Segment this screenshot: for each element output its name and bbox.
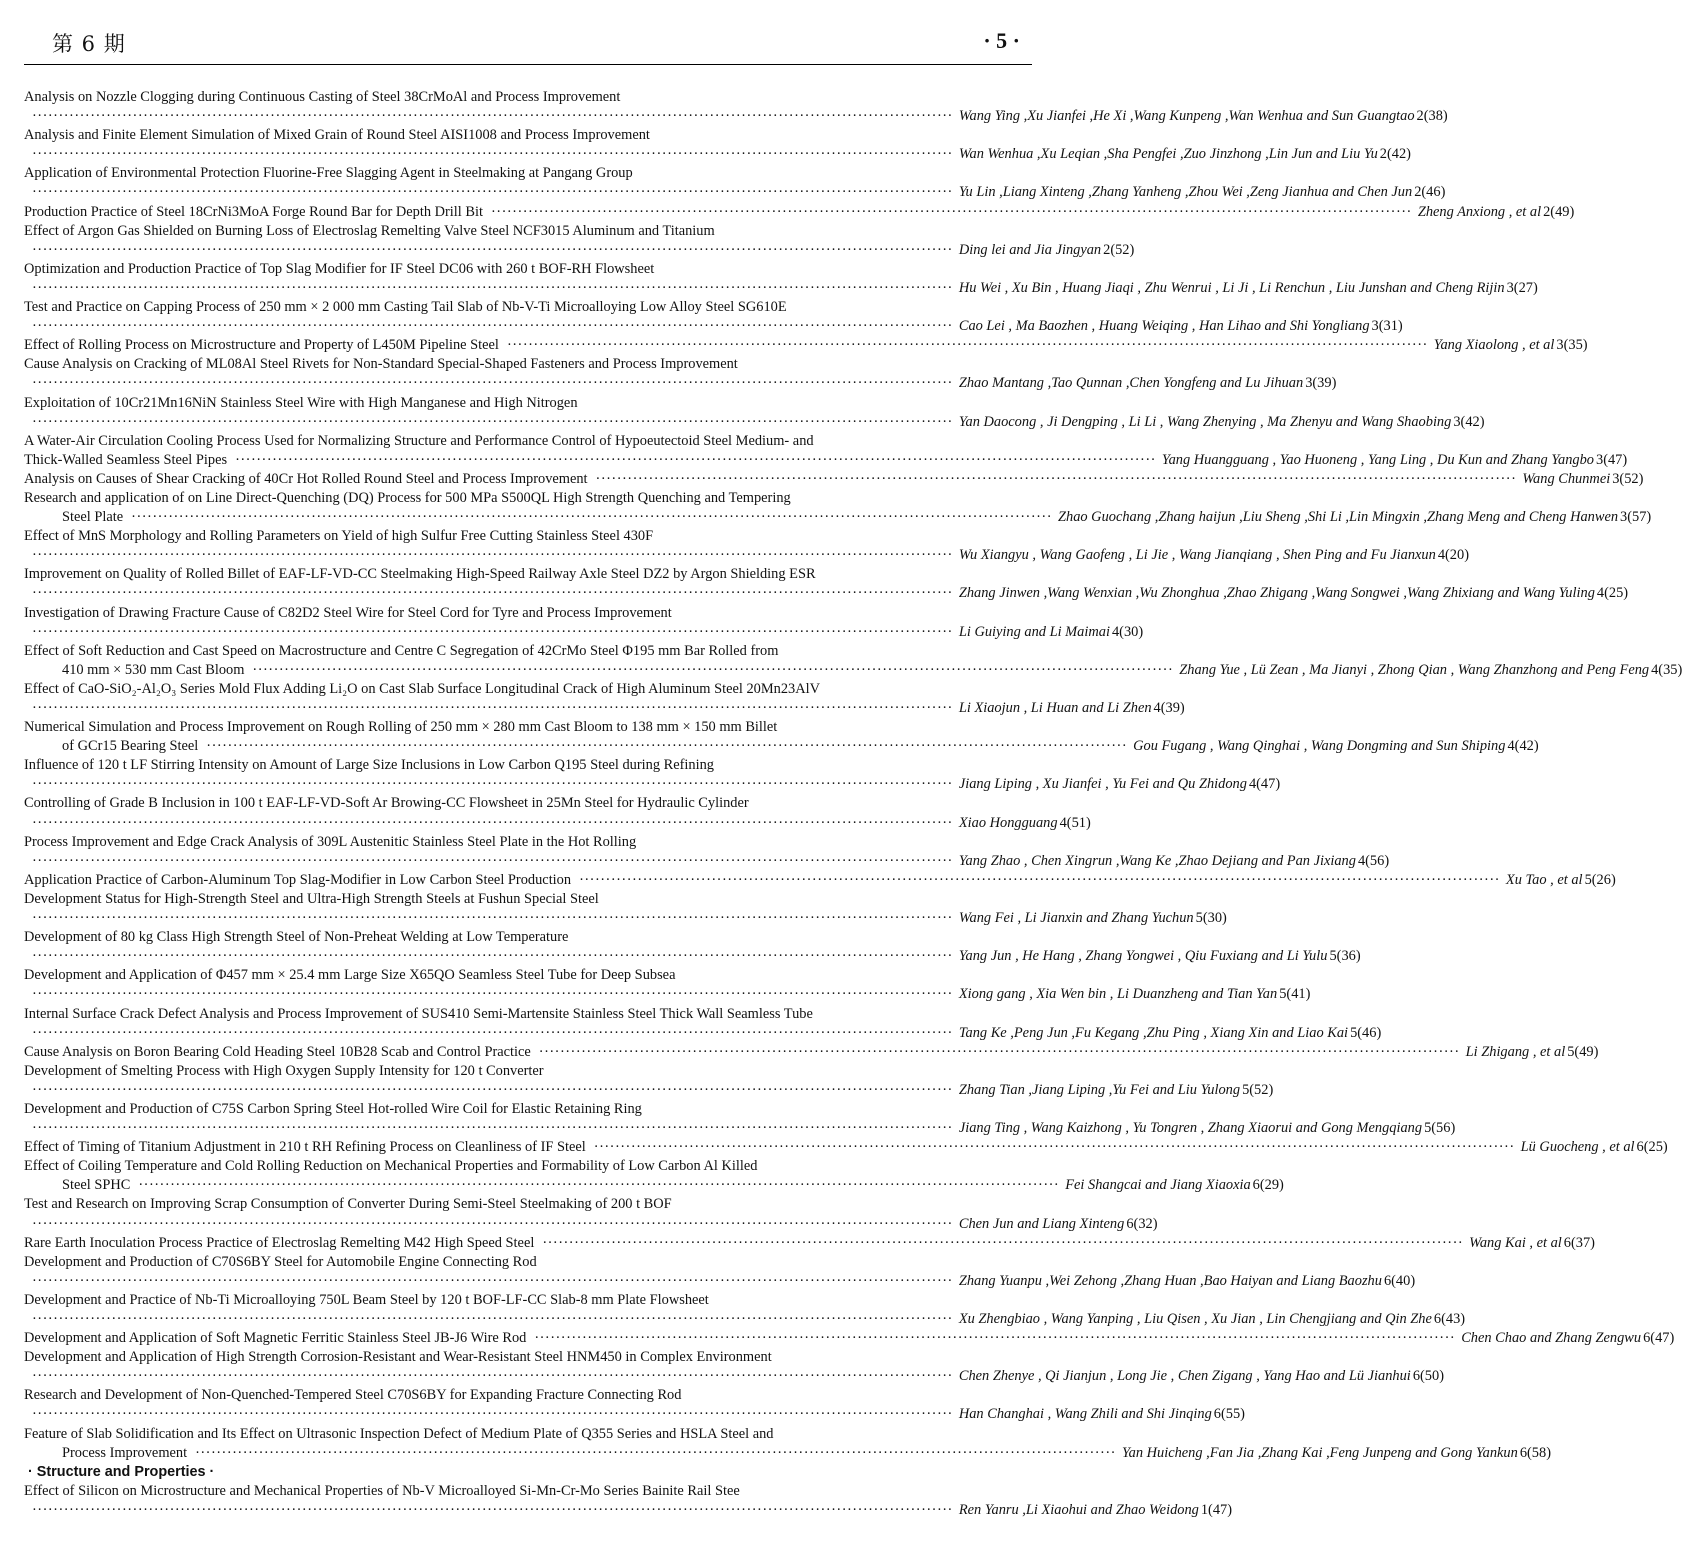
entry-issue-page: 3(39) [1305,375,1337,392]
entry-22 [24,871,1616,890]
entry-issue-page: 5(52) [1242,1081,1274,1098]
entry-issue-page: 5(56) [1424,1120,1456,1137]
entry-issue-page: 6(40) [1383,1272,1416,1289]
entry-authors: Zhang Tian ,Jiang Liping ,Yu Fei and Liu Yulong [958,1081,1241,1098]
dot-leader: ·············································································································································································· [32,1081,953,1098]
entry-authors: Wan Wenhua ,Xu Leqian ,Sha Pengfei ,Zuo Jinzhong ,Lin Jun and Liu Yu [958,146,1378,163]
entry-title: Effect of CaO-SiO₂-Al₂O₃ Series Mold Flux Adding Li₂O on Cast Slab Surface Longitudinal Crack of High Aluminum Steel 20Mn23AlV [24,680,821,697]
dot-leader: ·············································································································································································· [32,700,953,716]
entry-authors: Zhang Yuanpu ,Wei Zehong ,Zhang Huan ,Bao Haiyan and Liang Baozhu [958,1272,1382,1289]
issue-label: 第 6 期 [52,32,126,56]
entry-title-continued: Thick-Walled Seamless Steel Pipes [24,451,228,468]
entry-authors: Gou Fugang , Wang Qinghai , Wang Dongming and Sun Shiping [1133,738,1506,755]
entry-issue-page: 4(47) [1248,776,1281,793]
entry-authors: Yang Jun , He Hang , Zhang Yongwei , Qiu Fuxiang and Li Yulu [958,948,1328,965]
entry-authors: Yu Lin ,Liang Xinteng ,Zhang Yanheng ,Zhou Wei ,Zeng Jianhua and Chen Jun [958,184,1413,201]
entry-18 [24,718,1539,756]
entry-authors: Yan Huicheng ,Fan Jia ,Zhang Kai ,Feng Junpeng and Gong Yankun [1121,1444,1518,1461]
entry-issue-page: 5(30) [1195,910,1227,927]
entry-title: Development of Smelting Process with High Oxygen Supply Intensity for 120 t Converter [24,1062,544,1079]
entry-authors: Ding lei and Jia Jingyan [958,241,1102,258]
entry-title: Optimization and Production Practice of Top Slag Modifier for IF Steel DC06 with 260 t BOF-RH Flowsheet [24,260,655,277]
entry-32 [24,1195,1158,1233]
entry-line [24,413,1485,432]
dot-leader: ·············································································································································································· [32,108,953,125]
dot-leader: ·············································································································································································· [32,1368,953,1385]
entry-issue-page: 4(25) [1596,585,1629,602]
entry-line [24,1444,1551,1463]
dot-leader: ·············································································································································································· [32,1406,953,1423]
dot-leader: ·············································································································································································· [32,547,953,564]
entry-line [24,1234,1595,1253]
entry-title: Exploitation of 10Cr21Mn16NiN Stainless Steel Wire with High Manganese and High Nitrogen [24,394,578,411]
entry-title: Test and Research on Improving Scrap Consumption of Converter During Semi-Steel Steelmaking of 200 t BOF [24,1196,672,1213]
entry-line [24,1043,1599,1062]
entry-line [24,699,1185,718]
dot-leader: ·············································································································································································· [32,1215,953,1232]
entry-line [24,814,1091,833]
entry-7 [24,336,1588,355]
entry-16 [24,642,1682,680]
entry-title: Process Improvement and Edge Crack Analysis of 309L Austenitic Stainless Steel Plate in the Hot Rolling [24,833,637,850]
entry-authors: Wu Xiangyu , Wang Gaofeng , Li Jie , Wang Jianqiang , Shen Ping and Fu Jianxun [958,547,1436,564]
entry-authors: Tang Ke ,Peng Jun ,Fu Kegang ,Zhu Ping , Xiang Xin and Liao Kai [958,1024,1349,1041]
entry-21 [24,833,1390,871]
entry-issue-page: 4(35) [1651,661,1682,678]
dot-leader: ·············································································································································································· [32,585,953,602]
entry-line [24,241,1135,260]
entry-6 [24,298,1403,336]
contents-list [24,88,1682,1520]
entry-title: Effect of Coiling Temperature and Cold Rolling Reduction on Mechanical Properties and Formability of Low Carbon Al Killed [24,1158,758,1175]
dot-leader: ·············································································································································································· [32,241,953,258]
entry-12 [24,489,1652,527]
entry-line [24,183,1446,202]
entry-issue-page: 1(47) [1200,1501,1233,1518]
entry-line [24,1119,1456,1138]
entry-line [24,1367,1444,1386]
entry-authors: Jiang Ting , Wang Kaizhong , Yu Tongren , Zhang Xiaorui and Gong Mengqiang [958,1120,1423,1137]
entry-title: Improvement on Quality of Rolled Billet of EAF-LF-VD-CC Steelmaking High-Speed Railway Axle Steel DZ2 by Argon Shielding ESR [24,566,816,583]
entry-authors: Yang Huangguang , Yao Huoneng , Yang Ling , Du Kun and Zhang Yangbo [1161,451,1594,468]
entry-38 [24,1386,1245,1424]
entry-line [24,909,1227,928]
entry-2 [24,164,1446,202]
entry-line [24,317,1403,336]
entry-issue-page: 4(20) [1437,547,1469,564]
entry-line [24,661,1682,680]
entry-line [24,985,1311,1004]
entry-title: Effect of Argon Gas Shielded on Burning Loss of Electroslag Remelting Valve Steel NCF3015 Aluminum and Titanium [24,222,715,239]
entry-title: Test and Practice on Capping Process of 250 mm × 2 000 mm Casting Tail Slab of Nb-V-Ti Microalloying Low Alloy Steel SG610E [24,299,787,316]
dot-leader: ·············································································································································································· [252,661,1174,678]
entry-line [24,1138,1668,1157]
entry-title: A Water-Air Circulation Cooling Process Used for Normalizing Structure and Performance Control of Hypoeutectoid Steel Medium- and [24,432,814,449]
entry-issue-page: 3(47) [1596,451,1628,468]
entry-title-continued: Steel SPHC [62,1177,131,1194]
entry-title: Effect of Silicon on Microstructure and Mechanical Properties of Nb-V Microalloyed Si-Mn-Cr-Mo Series Bainite Rail Stee [24,1482,740,1499]
entry-title-continued: of GCr15 Bearing Steel [62,738,199,755]
dot-leader: ·············································································································································································· [138,1177,1060,1194]
entry-31 [24,1157,1284,1195]
entry-28 [24,1062,1274,1100]
dot-leader: ·············································································································································································· [32,986,953,1003]
dot-leader: ·············································································································································································· [32,1272,953,1289]
dot-leader: ·············································································································································································· [32,279,953,296]
entry-issue-page: 6(25) [1636,1139,1668,1156]
entry-issue-page: 6(58) [1519,1444,1551,1461]
entry-title: Cause Analysis on Cracking of ML08Al Steel Rivets for Non-Standard Special-Shaped Fasteners and Process Improvement [24,356,738,373]
entry-issue-page: 6(37) [1563,1234,1595,1251]
page-number: · 5 · [983,28,1020,53]
entry-13 [24,527,1469,565]
entry-title: Cause Analysis on Boron Bearing Cold Heading Steel 10B28 Scab and Control Practice [24,1043,531,1060]
entry-issue-page: 3(42) [1453,413,1485,430]
entry-issue-page: 3(27) [1506,279,1538,296]
dot-leader: ·············································································································································································· [595,470,1517,487]
entry-title: Application of Environmental Protection Fluorine-Free Slagging Agent in Steelmaking at Pangang Group [24,165,633,182]
entry-line [24,145,1411,164]
entry-issue-page: 2(46) [1414,184,1446,201]
entry-title-continued: 410 mm × 530 mm Cast Bloom [62,661,245,678]
entry-title: Research and application of on Line Direct-Quenching (DQ) Process for 500 MPa S500QL High Strength Quenching and Tempering [24,489,791,506]
entry-line [24,775,1281,794]
entry-title: Analysis on Nozzle Clogging during Continuous Casting of Steel 38CrMoAl and Process Improvement [24,89,621,105]
dot-leader: ·············································································································································································· [32,184,953,201]
entry-issue-page: 3(31) [1371,318,1403,335]
entry-line [24,1405,1245,1424]
entry-title: Development of 80 kg Class High Strength Steel of Non-Preheat Welding at Low Temperature [24,929,569,946]
entry-line [24,1081,1274,1100]
entry-issue-page: 6(29) [1252,1177,1284,1194]
dot-leader: ·············································································································································································· [32,1024,953,1041]
entry-title: Development and Application of Soft Magnetic Ferritic Stainless Steel JB-J6 Wire Rod [24,1330,527,1347]
entry-1 [24,126,1411,164]
entry-authors: Zheng Anxiong , et al [1417,203,1542,220]
entry-line [24,852,1390,871]
entry-title: Analysis and Finite Element Simulation of Mixed Grain of Round Steel AISI1008 and Process Improvement [24,127,650,144]
entry-34 [24,1253,1416,1291]
entry-title-continued: Steel Plate [62,509,124,526]
entry-issue-page: 4(30) [1111,623,1144,640]
entry-authors: Chen Zhenye , Qi Jianjun , Long Jie , Chen Zigang , Yang Hao and Lü Jianhui [958,1368,1411,1385]
entry-23 [24,890,1227,928]
entry-issue-page: 3(52) [1612,470,1644,487]
entry-authors: Zhao Guochang ,Zhang haijun ,Liu Sheng ,Shi Li ,Lin Mingxin ,Zhang Meng and Cheng Hanwen [1058,509,1619,526]
entry-title: Research and Development of Non-Quenched-Tempered Steel C70S6BY for Expanding Fracture Connecting Rod [24,1387,682,1404]
dot-leader: ·············································································································································································· [32,623,953,640]
entry-line [24,1272,1416,1291]
entry-39 [24,1425,1551,1463]
entry-8 [24,355,1337,393]
entry-authors: Wang Kai , et al [1469,1234,1562,1251]
entry-authors: Xiong gang , Xia Wen bin , Li Duanzheng and Tian Yan [958,986,1278,1003]
entry-authors: Ren Yanru ,Li Xiaohui and Zhao Weidong [958,1501,1199,1518]
entry-title: Application Practice of Carbon-Aluminum Top Slag-Modifier in Low Carbon Steel Production [24,871,572,888]
dot-leader: ·············································································································································································· [32,1501,953,1518]
entry-issue-page: 5(26) [1584,871,1616,888]
entry-title: Development Status for High-Strength Steel and Ultra-High Strength Steels at Fushun Special Steel [24,890,599,907]
entry-line [24,1310,1466,1329]
entry-authors: Wang Chunmei [1522,470,1611,487]
entry-title: Development and Production of C70S6BY Steel for Automobile Engine Connecting Rod [24,1253,537,1270]
entry-line [24,1329,1675,1348]
dot-leader: ·············································································································································································· [32,852,953,869]
dot-leader: ·············································································································································································· [538,1043,1460,1060]
entry-title: Controlling of Grade B Inclusion in 100 t EAF-LF-VD-Soft Ar Browing-CC Flowsheet in 25Mn Steel for Hydraulic Cylinder [24,795,749,812]
dot-leader: ·············································································································································································· [490,203,1412,220]
entry-line [24,279,1538,298]
entry-line [24,737,1539,756]
entry-authors: Yan Daocong , Ji Dengping , Li Li , Wang Zhenying , Ma Zhenyu and Wang Shaobing [958,413,1452,430]
entry-33 [24,1234,1595,1253]
entry-issue-page: 6(55) [1213,1406,1245,1423]
entry-title: Effect of Soft Reduction and Cast Speed on Macrostructure and Centre C Segregation of 42CrMo Steel Φ195 mm Bar Rolled from [24,642,779,659]
entry-issue-page: 2(52) [1103,241,1135,258]
entry-title: Feature of Slab Solidification and Its Effect on Ultrasonic Inspection Defect of Medium Plate of Q355 Series and HSLA Steel and [24,1425,774,1442]
entry-issue-page: 4(39) [1153,700,1185,716]
entry-14 [24,565,1629,603]
entry-issue-page: 5(49) [1567,1043,1599,1060]
entry-authors: Cao Lei , Ma Baozhen , Huang Weiqing , Han Lihao and Shi Yongliang [958,318,1370,335]
entry-title: Numerical Simulation and Process Improvement on Rough Rolling of 250 mm × 280 mm Cast Bloom to 138 mm × 150 mm Billet [24,719,778,736]
entry-5 [24,260,1538,298]
entry-line [24,947,1361,966]
entry-authors: Chen Chao and Zhang Zengwu [1461,1330,1642,1347]
entry-issue-page: 6(47) [1643,1330,1675,1347]
entry-authors: Hu Wei , Xu Bin , Huang Jiaqi , Zhu Wenrui , Li Ji , Li Renchun , Liu Junshan and Cheng Rijin [958,279,1505,296]
dot-leader: ·············································································································································································· [506,337,1428,354]
dot-leader: ·············································································································································································· [32,814,953,831]
entry-authors: Li Zhigang , et al [1465,1043,1566,1060]
dot-leader: ·············································································································································································· [32,146,953,163]
dot-leader: ·············································································································································································· [195,1444,1116,1461]
entry-20 [24,794,1091,832]
entry-9 [24,394,1485,432]
section-entry-0 [24,1482,1233,1520]
entry-issue-page: 6(43) [1433,1311,1466,1327]
entry-26 [24,1005,1382,1043]
entry-authors: Yang Xiaolong , et al [1433,337,1555,354]
dot-leader: ·············································································································································································· [32,1120,953,1137]
entry-authors: Han Changhai , Wang Zhili and Shi Jinqing [958,1406,1212,1423]
entry-0 [24,88,1448,126]
entry-15 [24,604,1144,642]
entry-issue-page: 3(57) [1620,509,1652,526]
entry-title: Development and Application of Φ457 mm × 25.4 mm Large Size X65QO Seamless Steel Tube for Deep Subsea [24,967,676,984]
entry-17 [24,680,1185,718]
entry-title: Development and Application of High Strength Corrosion-Resistant and Wear-Resistant Steel HNM450 in Complex Environment [24,1349,772,1366]
entry-authors: Wang Fei , Li Jianxin and Zhang Yuchun [958,910,1194,927]
entry-title: Rare Earth Inoculation Process Practice of Electroslag Remelting M42 High Speed Steel [24,1234,535,1251]
dot-leader: ·············································································································································································· [542,1234,1464,1251]
entry-authors: Lü Guocheng , et al [1520,1139,1635,1156]
entry-authors: Li Guiying and Li Maimai [958,623,1110,640]
entry-issue-page: 3(35) [1556,337,1588,354]
entry-issue-page: 5(46) [1350,1024,1382,1041]
entry-title: Production Practice of Steel 18CrNi3MoA Forge Round Bar for Depth Drill Bit [24,203,483,220]
dot-leader: ·············································································································································································· [32,910,953,927]
entry-title: Analysis on Causes of Shear Cracking of 40Cr Hot Rolled Round Steel and Process Improvement [24,470,588,487]
entry-line [24,546,1469,565]
entry-27 [24,1043,1599,1062]
entry-37 [24,1348,1444,1386]
entry-36 [24,1329,1675,1348]
entry-35 [24,1291,1466,1329]
entry-issue-page: 4(42) [1507,738,1539,755]
entry-issue-page: 2(38) [1416,108,1448,125]
entry-title-continued: Process Improvement [62,1444,188,1461]
entry-line [24,1215,1158,1234]
dot-leader: ·············································································································································································· [32,375,953,392]
entry-issue-page: 6(50) [1412,1368,1444,1385]
entry-25 [24,966,1311,1004]
entry-line [24,1176,1284,1195]
entry-line [24,1501,1233,1520]
dot-leader: ·············································································································································································· [32,948,953,965]
entry-title: Effect of Timing of Titanium Adjustment in 210 t RH Refining Process on Cleanliness of IF Steel [24,1139,586,1156]
entry-line [24,871,1616,890]
entry-19 [24,756,1281,794]
entry-issue-page: 4(51) [1059,814,1091,831]
entry-line [24,623,1144,642]
entry-title: Influence of 120 t LF Stirring Intensity on Amount of Large Size Inclusions in Low Carbon Q195 Steel during Refining [24,757,714,774]
dot-leader: ·············································································································································································· [534,1330,1456,1347]
entry-issue-page: 5(41) [1279,986,1311,1003]
entry-authors: Li Xiaojun , Li Huan and Li Zhen [958,700,1152,716]
entry-title: Internal Surface Crack Defect Analysis and Process Improvement of SUS410 Semi-Martensite Stainless Steel Thick Wall Seamless Tube [24,1005,813,1022]
dot-leader: ·············································································································································································· [131,509,1052,526]
entry-title: Investigation of Drawing Fracture Cause of C82D2 Steel Wire for Steel Cord for Tyre and Process Improvement [24,604,672,621]
entry-3 [24,203,1575,222]
dot-leader: ·············································································································································································· [32,413,953,430]
entry-authors: Zhang Yue , Lü Zean , Ma Jianyi , Zhong Qian , Wang Zhanzhong and Peng Feng [1179,661,1650,678]
entry-authors: Zhang Jinwen ,Wang Wenxian ,Wu Zhonghua ,Zhao Zhigang ,Wang Songwei ,Wang Zhixiang and Wang Yuling [958,585,1595,602]
entry-authors: Xiao Hongguang [958,814,1058,831]
dot-leader: ·············································································································································································· [32,776,953,793]
dot-leader: ·············································································································································································· [206,738,1128,755]
entry-30 [24,1138,1668,1157]
dot-leader: ·············································································································································································· [235,451,1156,468]
entry-authors: Yang Zhao , Chen Xingrun ,Wang Ke ,Zhao Dejiang and Pan Jixiang [958,852,1356,869]
entry-authors: Xu Tao , et al [1505,871,1583,888]
entry-4 [24,222,1135,260]
entry-24 [24,928,1361,966]
entry-issue-page: 5(36) [1329,948,1361,965]
entry-title: Development and Production of C75S Carbon Spring Steel Hot-rolled Wire Coil for Elastic Retaining Ring [24,1100,642,1117]
entry-authors: Zhao Mantang ,Tao Qunnan ,Chen Yongfeng and Lu Jihuan [958,375,1304,392]
entry-authors: Fei Shangcai and Jiang Xiaoxia [1065,1177,1251,1194]
dot-leader: ·············································································································································································· [579,871,1500,888]
entry-issue-page: 6(32) [1126,1215,1158,1232]
entry-line [24,107,1448,126]
section-heading: · Structure and Properties · [28,1463,215,1480]
entry-line [24,336,1588,355]
entry-authors: Chen Jun and Liang Xinteng [958,1215,1125,1232]
entry-issue-page: 2(42) [1379,146,1411,163]
dot-leader: ·············································································································································································· [32,1311,953,1327]
entry-issue-page: 4(56) [1357,852,1390,869]
entry-title: Effect of Rolling Process on Microstructure and Property of L450M Pipeline Steel [24,337,499,354]
entry-line [24,203,1575,222]
entry-line [24,1024,1382,1043]
entry-authors: Jiang Liping , Xu Jianfei , Yu Fei and Qu Zhidong [958,776,1247,793]
entry-10 [24,432,1628,470]
entry-issue-page: 2(49) [1543,203,1575,220]
dot-leader: ·············································································································································································· [593,1139,1515,1156]
page-header [24,22,1032,65]
entry-title: Development and Practice of Nb-Ti Microalloying 750L Beam Steel by 120 t BOF-LF-CC Slab-8 mm Plate Flowsheet [24,1291,709,1308]
entry-authors: Wang Ying ,Xu Jianfei ,He Xi ,Wang Kunpeng ,Wan Wenhua and Sun Guangtao [958,108,1415,125]
entry-title: Effect of MnS Morphology and Rolling Parameters on Yield of high Sulfur Free Cutting Stainless Steel 430F [24,528,654,545]
entry-line [24,508,1652,527]
entry-29 [24,1100,1456,1138]
dot-leader: ·············································································································································································· [32,318,953,335]
entry-11 [24,470,1644,489]
entry-line [24,470,1644,489]
entry-authors: Xu Zhengbiao , Wang Yanping , Liu Qisen , Xu Jian , Lin Chengjiang and Qin Zhe [958,1311,1432,1327]
entry-line [24,374,1337,393]
entry-line [24,451,1628,470]
entry-line [24,584,1629,603]
